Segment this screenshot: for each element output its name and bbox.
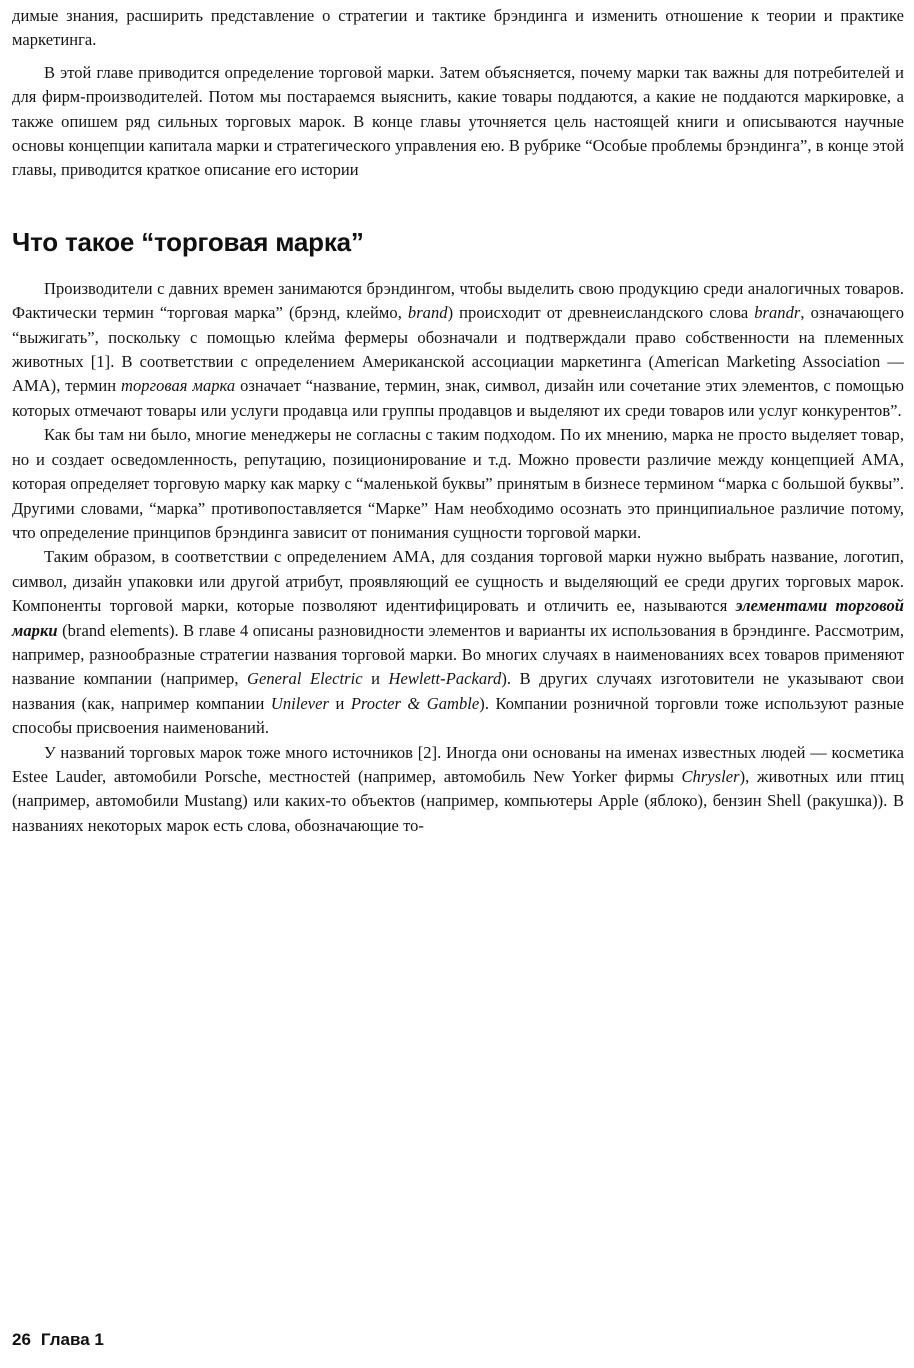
section-heading: Что такое “торговая марка” bbox=[12, 226, 364, 257]
paragraph-continued: димые знания, расширить представление о стратегии и тактике брэндинга и изменить отношение к теории и практике маркетинга. bbox=[12, 6, 904, 50]
paragraph-brand-elements: Таким образом, в соответствии с определением АМА, для создания торговой марки нужно выбрать название, логотип, символ, дизайн упаковки или другой атрибут, проявляющий ее сущность и выделяющий ее среди других торговых марок. Компоненты торговой марки, которые позволяют идентифицировать и отличить ее, называются элементами торговой марки (brand elements). В главе 4 описаны разновидности элементов и варианты их использования в брэндинге. Рассмотрим, например, разнообразные стратегии названия торговой марки. Во многих случаях в наименованиях всех товаров применяют название компании (например, General Electric и Hewlett-Packard). В других случаях изготовители не указывают свои названия (как, например компании Unilever и Procter & Gamble). Компании розничной торговли тоже используют разные способы присвоения наименований. bbox=[12, 547, 905, 738]
paragraph-brand-origin: Производители с давних времен занимаются брэндингом, чтобы выделить свою продукцию среди аналогичных товаров. Фактически термин “торговая марка” (брэнд, клеймо, brand) происходит от древнеисландского слова brandr, означающего “выжигать”, поскольку с помощью клейма фермеры обозначали и подтверждали право собственности на племенных животных [1]. В соответствии с определением Американской ассоциации маркетинга (American Marketing Association — AMA), термин торговая марка означает “название, термин, знак, символ, дизайн или сочетание этих элементов, с помощью которых отмечают товары или услуги продавца или группы продавцов и выделяют их среди товаров или услуг конкурентов”. bbox=[12, 278, 904, 420]
paragraph-managers-view: Как бы там ни было, многие менеджеры не согласны с таким подходом. По их мнению, марка не просто выделяет товар, но и создает осведомленность, репутацию, позиционирование и т.д. Можно провести различие между концепцией АМА, которая определяет торговую марку как марку с “маленькой буквы” принятым в бизнесе термином “марка с большой буквы”. Другими словами, “марка” противопоставляется “Марке” Нам необходимо осознать это принципиальное различие потому, что определение принципов брэндинга зависит от понимания сущности торговой марки. bbox=[12, 425, 904, 542]
page-content bbox=[12, 4, 904, 838]
paragraph-name-sources: У названий торговых марок тоже много источников [2]. Иногда они основаны на именах известных людей — косметика Estee Lauder, автомобили Porsche, местностей (например, автомобиль New Yorker фирмы Chrysler), животных или птиц (например, автомобили Mustang) или каких-то объектов (например, компьютеры Apple (яблоко), бензин Shell (ракушка)). В названиях некоторых марок есть слова, обозначающие то- bbox=[12, 742, 904, 835]
paragraph-chapter-overview: В этой главе приводится определение торговой марки. Затем объясняется, почему марки так важны для потребителей и для фирм-производителей. Потом мы постараемся выяснить, какие товары поддаются, а какие не поддаются маркировке, а также опишем ряд сильных торговых марок. В конце главы уточняется цель настоящей книги и описываются научные основы концепции капитала марки и стратегического управления ею. В рубрике “Особые проблемы брэндинга”, в конце этой главы, приводится краткое описание его истории bbox=[12, 62, 904, 180]
page-number: 26 bbox=[12, 1330, 31, 1349]
chapter-label: Глава 1 bbox=[40, 1330, 104, 1349]
page-footer bbox=[12, 1330, 104, 1350]
